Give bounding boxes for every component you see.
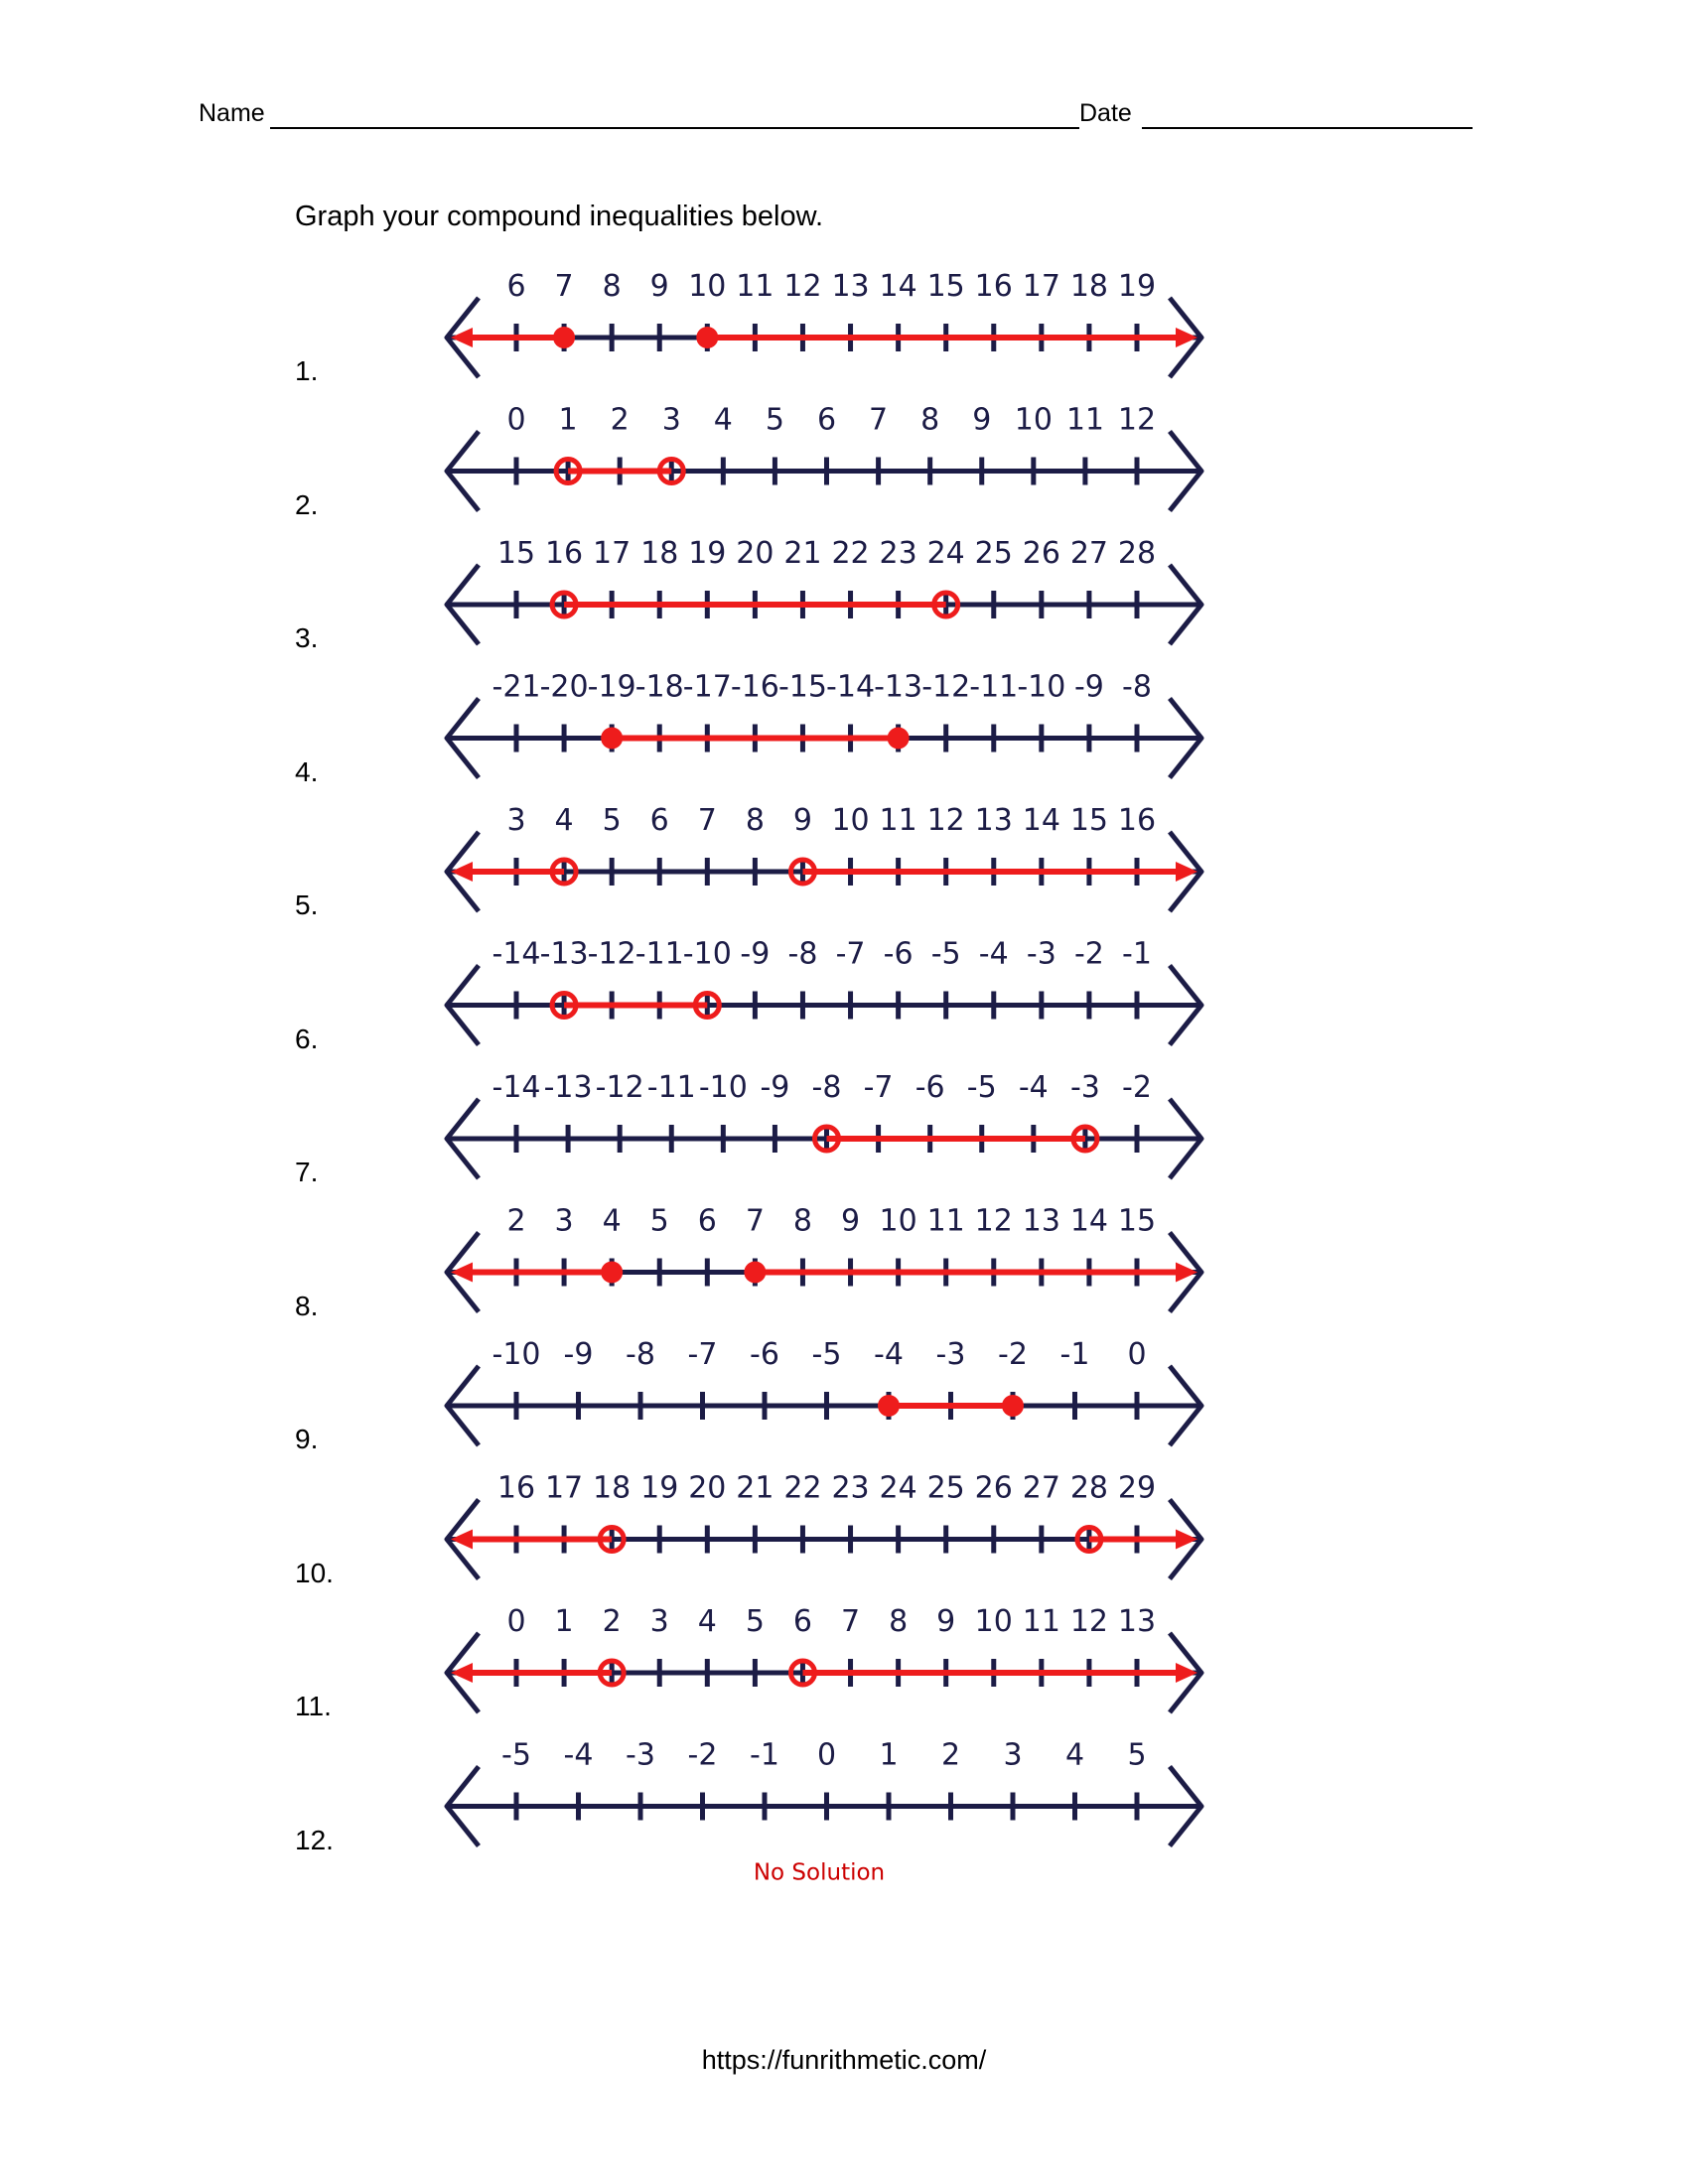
problem-12-tick-label: 2	[940, 1737, 961, 1773]
problem-5-tick-label: 5	[602, 803, 622, 838]
problem-10-tick-label: 29	[1117, 1470, 1157, 1506]
problem-7-tick-label: -8	[811, 1070, 842, 1105]
problem-6-tick-label: -6	[883, 936, 914, 972]
problem-8-tick-label: 10	[879, 1203, 917, 1239]
problem-9-tick-label: -6	[750, 1337, 779, 1372]
problem-10-tick-label: 24	[879, 1470, 917, 1506]
problem-4-closed-point	[601, 728, 623, 750]
problem-4-tick-label: -8	[1122, 669, 1152, 705]
problem-5-tick-label: 8	[745, 803, 765, 838]
problem-10-tick-label: 17	[544, 1470, 584, 1506]
problem-5-number: 5.	[295, 889, 319, 920]
problem-2-number: 2.	[295, 488, 319, 520]
problem-12-note: No Solution	[753, 1859, 886, 1886]
problem-5-tick-label: 11	[879, 803, 917, 838]
problem-8-tick-label: 2	[506, 1203, 526, 1239]
problem-4-tick-label: -11	[969, 669, 1019, 705]
problem-7-tick-label: -3	[1069, 1070, 1100, 1105]
problem-8-tick-label: 12	[974, 1203, 1013, 1239]
problem-1-tick-label: 11	[736, 269, 774, 304]
problem-8-tick-label: 15	[1117, 1203, 1157, 1239]
name-blank	[270, 127, 1079, 129]
problem-9-closed-point	[878, 1395, 900, 1417]
problem-7-tick-label: -5	[966, 1070, 997, 1105]
problem-5-tick-label: 14	[1022, 803, 1060, 838]
problem-1-tick-label: 15	[926, 269, 965, 304]
problem-7-number: 7.	[295, 1157, 319, 1187]
problem-7-tick-label: -12	[595, 1070, 644, 1105]
problem-7-tick-label: -14	[492, 1070, 541, 1105]
problem-2-tick-label: 8	[920, 402, 940, 438]
problem-2-tick-label: 12	[1117, 402, 1157, 438]
problem-9-tick-label: -1	[1059, 1337, 1090, 1372]
problem-1-tick-label: 19	[1117, 269, 1157, 304]
problem-11-tick-label: 5	[745, 1604, 765, 1639]
instructions: Graph your compound inequalities below.	[295, 201, 823, 232]
problem-5-tick-label: 3	[506, 803, 526, 838]
problem-1-tick-label: 7	[554, 269, 574, 304]
date-blank	[1142, 127, 1473, 129]
problem-8-tick-label: 6	[697, 1203, 717, 1239]
problem-8-tick-label: 14	[1069, 1203, 1109, 1239]
problem-1-tick-label: 17	[1022, 269, 1060, 304]
problem-10-number: 10.	[295, 1557, 334, 1588]
problem-6-tick-label: -9	[740, 936, 771, 972]
problem-10-tick-label: 27	[1022, 1470, 1060, 1506]
problem-10-tick-label: 21	[736, 1470, 774, 1506]
problem-7-tick-label: -10	[698, 1070, 748, 1105]
problem-12-tick-label: -3	[626, 1737, 655, 1773]
problem-11-tick-label: 8	[889, 1604, 909, 1639]
problem-8-closed-point	[601, 1262, 623, 1284]
problem-11-tick-label: 1	[554, 1604, 574, 1639]
problem-7-tick-label: -2	[1122, 1070, 1152, 1105]
problem-7-tick-label: -11	[646, 1070, 696, 1105]
problem-3-tick-label: 22	[831, 536, 870, 571]
problem-7-tick-label: -4	[1018, 1070, 1049, 1105]
problem-1-tick-label: 18	[1069, 269, 1109, 304]
problem-9-tick-label: -4	[874, 1337, 904, 1372]
problem-11-tick-label: 12	[1069, 1604, 1109, 1639]
problem-10-tick-label: 19	[640, 1470, 679, 1506]
problem-5-tick-label: 4	[554, 803, 574, 838]
problem-3-tick-label: 23	[879, 536, 917, 571]
problem-12-tick-label: -1	[750, 1737, 779, 1773]
problem-10-tick-label: 28	[1069, 1470, 1109, 1506]
problem-1-tick-label: 10	[688, 269, 727, 304]
problem-6-tick-label: -14	[492, 936, 541, 972]
problem-3-tick-label: 25	[974, 536, 1013, 571]
problem-9-tick-label: -8	[626, 1337, 655, 1372]
problem-4-tick-label: -17	[682, 669, 732, 705]
problem-8-tick-label: 3	[554, 1203, 574, 1239]
problem-11-tick-label: 4	[697, 1604, 717, 1639]
problem-7-tick-label: -7	[863, 1070, 894, 1105]
problem-5-tick-label: 9	[792, 803, 813, 838]
problem-8-tick-label: 5	[649, 1203, 669, 1239]
problem-5-tick-label: 13	[974, 803, 1013, 838]
problem-8-tick-label: 7	[745, 1203, 765, 1239]
problem-11-tick-label: 7	[840, 1604, 861, 1639]
problem-9-tick-label: -9	[563, 1337, 594, 1372]
problem-3-tick-label: 16	[544, 536, 584, 571]
problem-12-tick-label: 5	[1127, 1737, 1147, 1773]
problem-2-tick-label: 2	[610, 402, 630, 438]
problem-4-tick-label: -18	[634, 669, 684, 705]
problem-2-tick-label: 11	[1065, 402, 1105, 438]
problem-6-tick-label: -11	[634, 936, 684, 972]
problem-3-number: 3.	[295, 622, 319, 653]
problem-5-tick-label: 16	[1117, 803, 1157, 838]
problem-7-tick-label: -9	[760, 1070, 790, 1105]
problem-3-tick-label: 15	[496, 536, 536, 571]
problem-6-tick-label: -4	[978, 936, 1009, 972]
problem-5-tick-label: 6	[649, 803, 669, 838]
problem-10-tick-label: 20	[688, 1470, 727, 1506]
problem-4-closed-point	[888, 728, 910, 750]
problem-2-tick-label: 6	[816, 402, 837, 438]
problem-11-tick-label: 10	[974, 1604, 1013, 1639]
problem-6-tick-label: -13	[539, 936, 589, 972]
problem-11-tick-label: 0	[506, 1604, 526, 1639]
problem-1-tick-label: 13	[831, 269, 870, 304]
problem-9-number: 9.	[295, 1424, 319, 1454]
problem-6-tick-label: -7	[835, 936, 866, 972]
problem-12-tick-label: -4	[563, 1737, 594, 1773]
problem-4-tick-label: -14	[826, 669, 876, 705]
worksheet-header	[199, 99, 1489, 139]
problem-5-tick-label: 10	[831, 803, 870, 838]
problem-9-tick-label: 0	[1127, 1337, 1147, 1372]
problem-10-tick-label: 23	[831, 1470, 870, 1506]
problem-10-tick-label: 18	[593, 1470, 632, 1506]
problem-3-tick-label: 17	[593, 536, 632, 571]
problem-6-number: 6.	[295, 1023, 319, 1054]
problem-3-tick-label: 24	[926, 536, 965, 571]
problem-11-tick-label: 2	[602, 1604, 622, 1639]
problem-10-tick-label: 26	[974, 1470, 1013, 1506]
problem-1-tick-label: 6	[506, 269, 526, 304]
problem-2-tick-label: 0	[506, 402, 526, 438]
problem-9-tick-label: -2	[998, 1337, 1028, 1372]
problem-3-tick-label: 27	[1069, 536, 1109, 571]
problem-4-tick-label: -16	[730, 669, 779, 705]
problem-11-tick-label: 9	[936, 1604, 956, 1639]
problem-3-tick-label: 20	[736, 536, 774, 571]
problem-4-tick-label: -12	[921, 669, 971, 705]
problem-6-tick-label: -12	[587, 936, 636, 972]
problem-12-number: 12.	[295, 1824, 334, 1855]
problem-5-tick-label: 12	[926, 803, 965, 838]
problem-12-tick-label: 0	[816, 1737, 837, 1773]
problem-11-tick-label: 6	[792, 1604, 813, 1639]
problem-10-tick-label: 22	[783, 1470, 822, 1506]
problem-2-tick-label: 7	[869, 402, 889, 438]
problem-5-tick-label: 15	[1069, 803, 1109, 838]
problem-3-tick-label: 28	[1117, 536, 1157, 571]
problem-9-tick-label: -3	[935, 1337, 966, 1372]
problem-3-tick-label: 18	[640, 536, 679, 571]
problem-11-tick-label: 13	[1117, 1604, 1157, 1639]
problem-12-tick-label: 4	[1064, 1737, 1085, 1773]
problem-1-tick-label: 12	[783, 269, 822, 304]
problem-3-tick-label: 21	[783, 536, 822, 571]
problem-2-tick-label: 1	[558, 402, 578, 438]
problem-1-tick-label: 16	[974, 269, 1013, 304]
problem-4-tick-label: -19	[587, 669, 636, 705]
problem-12-tick-label: -2	[687, 1737, 718, 1773]
problem-2-tick-label: 4	[713, 402, 733, 438]
problem-12-tick-label: -5	[501, 1737, 531, 1773]
problem-6-tick-label: -5	[930, 936, 961, 972]
problem-11-tick-label: 11	[1022, 1604, 1060, 1639]
problem-1-number: 1.	[295, 355, 319, 386]
problem-3-tick-label: 26	[1022, 536, 1060, 571]
problem-1-tick-label: 9	[649, 269, 669, 304]
problem-4-tick-label: -20	[539, 669, 589, 705]
problem-8-tick-label: 8	[792, 1203, 813, 1239]
problem-4-tick-label: -10	[1017, 669, 1066, 705]
problem-1-closed-point	[696, 327, 718, 348]
problem-12-tick-label: 3	[1003, 1737, 1023, 1773]
problem-1-tick-label: 8	[602, 269, 622, 304]
name-label: Name	[199, 99, 265, 127]
problem-10-tick-label: 16	[496, 1470, 536, 1506]
problem-9-closed-point	[1002, 1395, 1024, 1417]
problem-4-tick-label: -15	[777, 669, 827, 705]
problem-10-tick-label: 25	[926, 1470, 965, 1506]
problem-8-tick-label: 4	[602, 1203, 622, 1239]
problem-12-tick-label: 1	[879, 1737, 899, 1773]
problem-8-tick-label: 13	[1022, 1203, 1060, 1239]
footer-url: https://funrithmetic.com/	[701, 2045, 987, 2075]
problem-6-tick-label: -3	[1026, 936, 1056, 972]
problem-7-tick-label: -13	[543, 1070, 593, 1105]
problem-2-tick-label: 3	[661, 402, 681, 438]
problem-7-tick-label: -6	[914, 1070, 945, 1105]
problem-2-tick-label: 5	[765, 402, 784, 438]
date-label: Date	[1079, 99, 1132, 127]
problem-9-tick-label: -5	[811, 1337, 842, 1372]
problem-6-tick-label: -10	[682, 936, 732, 972]
problem-1-closed-point	[553, 327, 575, 348]
problem-4-number: 4.	[295, 755, 319, 787]
problem-8-tick-label: 9	[840, 1203, 861, 1239]
problem-4-tick-label: -9	[1073, 669, 1104, 705]
problem-6-tick-label: -2	[1073, 936, 1104, 972]
problem-8-tick-label: 11	[926, 1203, 965, 1239]
problem-8-closed-point	[744, 1262, 766, 1284]
problem-8-number: 8.	[295, 1290, 319, 1321]
problem-2-tick-label: 9	[972, 402, 992, 438]
problem-2-tick-label: 10	[1014, 402, 1053, 438]
problem-11-number: 11.	[295, 1691, 332, 1721]
problem-6-tick-label: -8	[787, 936, 818, 972]
number-lines	[343, 258, 1306, 1886]
problem-5-tick-label: 7	[697, 803, 717, 838]
problem-9-tick-label: -10	[492, 1337, 541, 1372]
problem-4-tick-label: -21	[492, 669, 541, 705]
problem-3-tick-label: 19	[688, 536, 727, 571]
problem-6-tick-label: -1	[1122, 936, 1152, 972]
problem-1-tick-label: 14	[879, 269, 917, 304]
problem-9-tick-label: -7	[687, 1337, 718, 1372]
problem-4-tick-label: -13	[874, 669, 923, 705]
problem-11-tick-label: 3	[649, 1604, 669, 1639]
